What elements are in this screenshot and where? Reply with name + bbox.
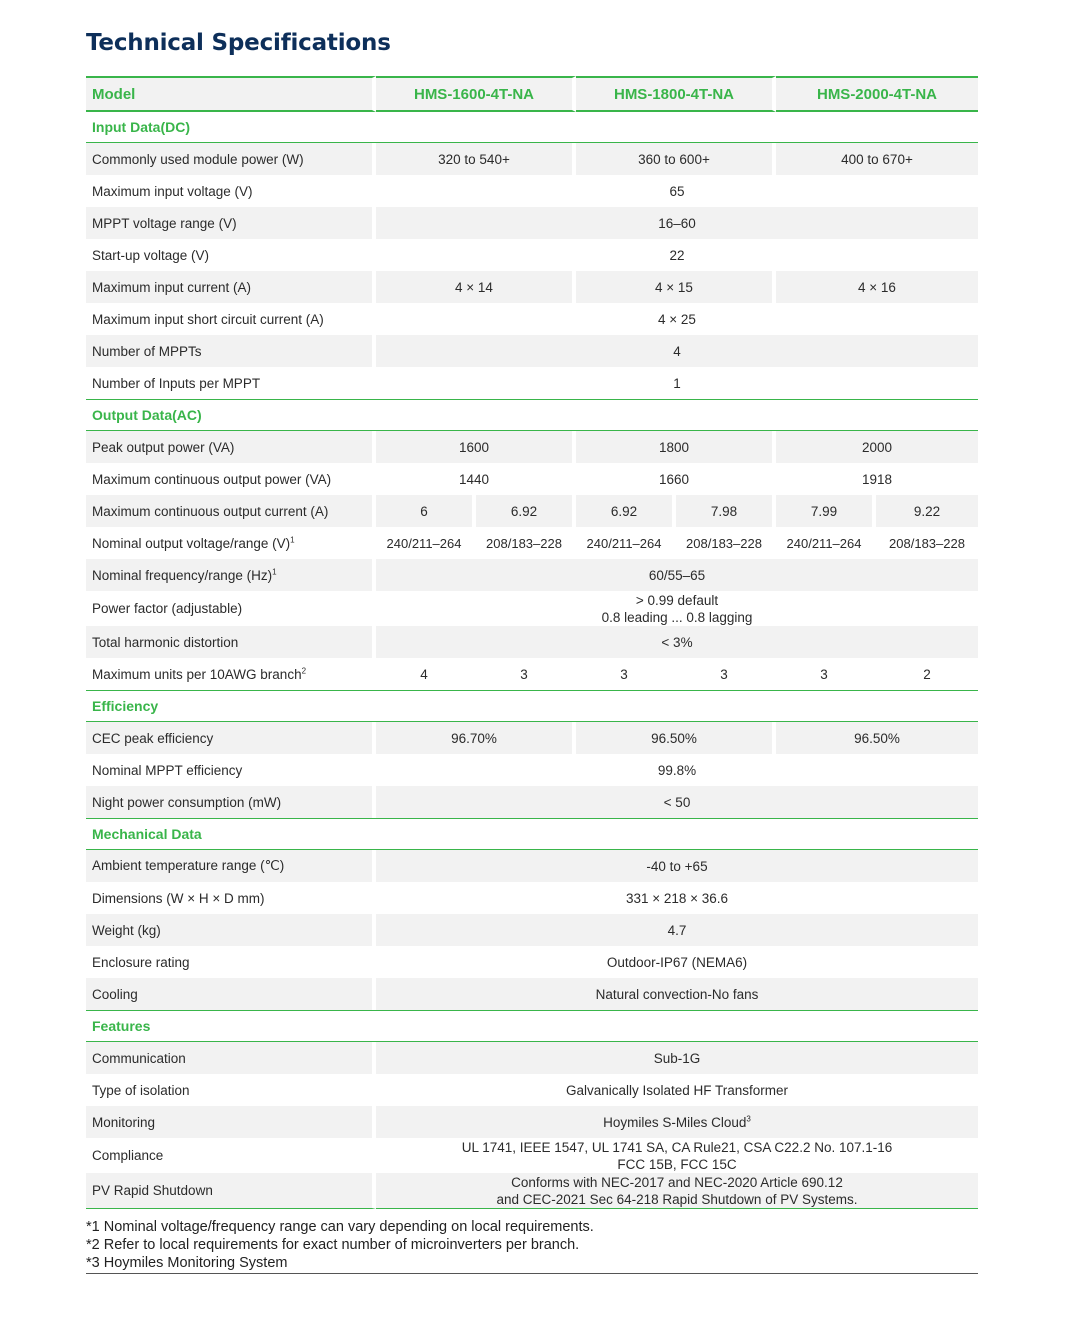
cell-value: 400 to 670+ [776,143,978,175]
cell-value [376,591,978,626]
cell-value: Natural convection-No fans [376,978,978,1010]
model-name: HMS-1800-4T-NA [576,76,776,112]
cell-value: 3 [576,658,676,690]
table-row [86,1138,978,1173]
row-label: Maximum continuous output current (A) [86,495,376,527]
cell-value [376,1173,978,1209]
cell-value: 4 [376,335,978,367]
row-label: Dimensions (W × H × D mm) [86,882,376,914]
page-title: Technical Specifications [86,30,391,56]
footnote-marker: 2 [301,666,307,675]
table-row [86,850,978,882]
row-label: Maximum input voltage (V) [86,175,376,207]
table-row [86,946,978,978]
table-row [86,914,978,946]
section-title: Mechanical Data [86,818,978,850]
section-header-output [86,399,978,431]
table-row [86,722,978,754]
table-row [86,1173,978,1209]
cell-value: 3 [676,658,776,690]
cell-value: 2 [923,666,931,682]
footnotes [86,1218,978,1274]
section-header-efficiency [86,690,978,722]
table-row [86,626,978,658]
cell-value: Sub-1G [376,1042,978,1074]
footnote-marker: 1 [290,535,295,544]
cell-value: 3 [776,658,876,690]
table-row [86,367,978,399]
row-label: Total harmonic distortion [86,626,376,658]
row-label: Night power consumption (mW) [86,786,376,818]
cell-value: 16–60 [376,207,978,239]
cell-line: 0.8 leading ... 0.8 lagging [601,609,753,625]
cell-value: 99.8% [657,762,697,778]
cell-value: 1800 [576,431,776,463]
table-row [86,495,978,527]
model-name: HMS-2000-4T-NA [776,76,978,112]
cell-value: Galvanically Isolated HF Transformer [565,1082,789,1098]
row-label [86,559,376,591]
row-label: PV Rapid Shutdown [86,1173,376,1209]
row-label: Type of isolation [86,1074,376,1106]
row-label-text: Nominal output voltage/range (V) [92,535,291,551]
cell-value: -40 to +65 [376,850,978,882]
cell-value [376,1138,978,1173]
section-header-features [86,1010,978,1042]
row-label: Weight (kg) [86,914,376,946]
cell-value: 65 [669,183,685,199]
cell-value: 240/211–264 [376,527,476,559]
footnote-marker: 3 [746,1114,751,1123]
row-label [86,527,376,559]
cell-value: 208/183–228 [676,527,776,559]
section-title: Features [86,1010,978,1042]
table-row [86,591,978,626]
cell-value: 4 × 14 [376,271,576,303]
table-row [86,207,978,239]
cell-value: 6 [376,495,476,527]
cell-value: 96.70% [376,722,576,754]
row-label: Number of Inputs per MPPT [86,367,376,399]
cell-value: 331 × 218 × 36.6 [625,890,729,906]
section-title: Efficiency [86,690,978,722]
table-row [86,786,978,818]
cell-line: UL 1741, IEEE 1547, UL 1741 SA, CA Rule21, CSA C22.2 No. 107.1-16 [461,1139,893,1155]
cell-value: 1 [673,375,681,391]
cell-line: and CEC-2021 Sec 64-218 Rapid Shutdown of PV Systems. [496,1191,858,1207]
table-row [86,978,978,1010]
cell-line: > 0.99 default [635,592,719,608]
section-header-mechanical [86,818,978,850]
table-row [86,882,978,914]
cell-value: Outdoor-IP67 (NEMA6) [606,954,748,970]
row-label: CEC peak efficiency [86,722,376,754]
cell-line: Conforms with NEC-2017 and NEC-2020 Article 690.12 [511,1174,843,1190]
section-title: Input Data(DC) [86,112,978,143]
table-row [86,658,978,690]
model-name: HMS-1600-4T-NA [376,76,576,112]
cell-value: 208/183–228 [889,535,965,551]
row-label: Compliance [86,1138,376,1173]
cell-value: 240/211–264 [576,527,676,559]
row-label: Commonly used module power (W) [86,143,376,175]
cell-value: 7.98 [676,495,776,527]
cell-value: 1600 [376,431,576,463]
cell-value: < 50 [376,786,978,818]
cell-value: 1918 [861,471,893,487]
row-label: Enclosure rating [86,946,376,978]
table-row [86,1074,978,1106]
cell-value: 3 [476,658,576,690]
row-label: Nominal MPPT efficiency [86,754,376,786]
model-header-label: Model [86,76,376,112]
row-label: Number of MPPTs [86,335,376,367]
row-label: Power factor (adjustable) [86,591,376,626]
table-row [86,527,978,559]
cell-value: 4 × 25 [658,311,696,327]
row-label [86,658,376,690]
cell-value: 6.92 [476,495,576,527]
row-label: Ambient temperature range (℃) [86,850,376,882]
table-row [86,335,978,367]
table-row [86,239,978,271]
row-label: Maximum input short circuit current (A) [86,303,376,335]
cell-value: 4.7 [376,914,978,946]
table-row [86,1106,978,1138]
table-row [86,271,978,303]
row-label: MPPT voltage range (V) [86,207,376,239]
cell-value: 208/183–228 [476,527,576,559]
cell-value: 360 to 600+ [576,143,776,175]
cell-value: 6.92 [576,495,676,527]
section-title: Output Data(AC) [86,399,978,431]
table-row [86,175,978,207]
cell-value: 7.99 [776,495,876,527]
cell-value: 4 × 16 [776,271,978,303]
table-row [86,754,978,786]
footnote: *2 Refer to local requirements for exact number of microinverters per branch. [86,1237,580,1253]
section-header-input [86,112,978,143]
table-row [86,143,978,175]
cell-value: 4 × 15 [576,271,776,303]
cell-text: Hoymiles S-Miles Cloud [603,1114,747,1130]
cell-value: 96.50% [776,722,978,754]
model-header-row [86,76,978,112]
cell-line: FCC 15B, FCC 15C [617,1156,737,1172]
cell-value: < 3% [376,626,978,658]
cell-value: 240/211–264 [776,527,876,559]
spec-table [86,76,978,1209]
row-label: Monitoring [86,1106,376,1138]
cell-value: 96.50% [576,722,776,754]
footnote: *1 Nominal voltage/frequency range can vary depending on local requirements. [86,1219,594,1235]
cell-value: 320 to 540+ [376,143,576,175]
row-label: Start-up voltage (V) [86,239,376,271]
cell-value: 22 [669,247,685,263]
cell-value: 2000 [776,431,978,463]
row-label: Maximum continuous output power (VA) [86,463,376,495]
row-label: Communication [86,1042,376,1074]
cell-value: 1440 [376,463,576,495]
footnote: *3 Hoymiles Monitoring System [86,1255,288,1271]
cell-value: 9.22 [876,495,978,527]
cell-value [376,1106,978,1138]
cell-value: 60/55–65 [376,559,978,591]
footnote-marker: 1 [272,567,277,576]
row-label-text: Maximum units per 10AWG branch [92,666,302,682]
row-label-text: Nominal frequency/range (Hz) [92,567,273,583]
row-label: Peak output power (VA) [86,431,376,463]
row-label: Maximum input current (A) [86,271,376,303]
table-row [86,303,978,335]
table-row [86,463,978,495]
row-label: Cooling [86,978,376,1010]
cell-value: 4 [376,658,476,690]
table-row [86,431,978,463]
table-row [86,559,978,591]
table-row [86,1042,978,1074]
cell-value: 1660 [576,463,776,495]
